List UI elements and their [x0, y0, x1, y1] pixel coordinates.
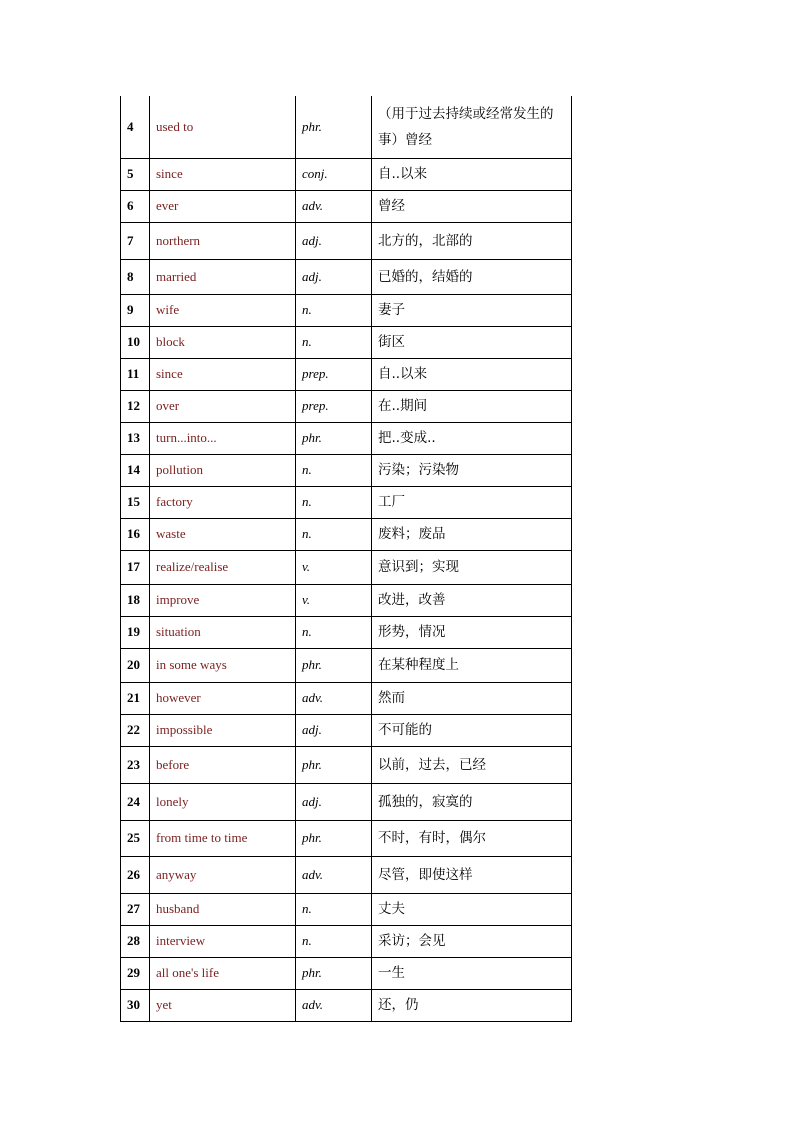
entry-number: 17 [121, 550, 150, 584]
entry-word: impossible [150, 714, 296, 746]
entry-number: 12 [121, 390, 150, 422]
entry-meaning: 孤独的，寂寞的 [372, 783, 572, 820]
vocabulary-table [120, 96, 572, 1022]
entry-meaning: 在..期间 [372, 390, 572, 422]
entry-meaning: 一生 [372, 957, 572, 989]
table-row [121, 856, 572, 893]
entry-number: 6 [121, 190, 150, 222]
entry-part-of-speech: phr. [296, 422, 372, 454]
table-row [121, 190, 572, 222]
entry-number: 26 [121, 856, 150, 893]
table-row [121, 294, 572, 326]
entry-number: 23 [121, 746, 150, 783]
entry-part-of-speech: phr. [296, 648, 372, 682]
entry-meaning: 不可能的 [372, 714, 572, 746]
entry-word: in some ways [150, 648, 296, 682]
entry-word: realize/realise [150, 550, 296, 584]
entry-number: 11 [121, 358, 150, 390]
entry-part-of-speech: n. [296, 518, 372, 550]
entry-meaning: 把..变成.. [372, 422, 572, 454]
entry-meaning: 自..以来 [372, 158, 572, 190]
table-row [121, 550, 572, 584]
entry-part-of-speech: n. [296, 486, 372, 518]
entry-part-of-speech: adv. [296, 190, 372, 222]
entry-part-of-speech: n. [296, 454, 372, 486]
entry-meaning: （用于过去持续或经常发生的事）曾经 [372, 96, 572, 158]
entry-number: 7 [121, 222, 150, 259]
entry-part-of-speech: prep. [296, 358, 372, 390]
table-row [121, 222, 572, 259]
entry-number: 14 [121, 454, 150, 486]
entry-part-of-speech: n. [296, 925, 372, 957]
entry-word: lonely [150, 783, 296, 820]
table-row [121, 746, 572, 783]
entry-meaning: 尽管，即使这样 [372, 856, 572, 893]
entry-meaning: 采访；会见 [372, 925, 572, 957]
entry-part-of-speech: adj. [296, 222, 372, 259]
entry-number: 28 [121, 925, 150, 957]
entry-word: wife [150, 294, 296, 326]
entry-number: 8 [121, 259, 150, 294]
table-row [121, 422, 572, 454]
entry-part-of-speech: v. [296, 584, 372, 616]
table-row [121, 158, 572, 190]
entry-word: since [150, 358, 296, 390]
entry-word: block [150, 326, 296, 358]
table-row [121, 454, 572, 486]
entry-word: all one's life [150, 957, 296, 989]
entry-part-of-speech: adj. [296, 714, 372, 746]
entry-meaning: 改进，改善 [372, 584, 572, 616]
entry-word: over [150, 390, 296, 422]
entry-word: before [150, 746, 296, 783]
entry-number: 20 [121, 648, 150, 682]
entry-number: 19 [121, 616, 150, 648]
entry-number: 15 [121, 486, 150, 518]
table-row [121, 682, 572, 714]
entry-meaning: 在某种程度上 [372, 648, 572, 682]
entry-word: waste [150, 518, 296, 550]
entry-word: anyway [150, 856, 296, 893]
entry-part-of-speech: phr. [296, 820, 372, 856]
entry-meaning: 曾经 [372, 190, 572, 222]
entry-number: 25 [121, 820, 150, 856]
entry-number: 27 [121, 893, 150, 925]
entry-part-of-speech: n. [296, 326, 372, 358]
entry-word: northern [150, 222, 296, 259]
entry-meaning: 工厂 [372, 486, 572, 518]
entry-word: improve [150, 584, 296, 616]
entry-part-of-speech: adv. [296, 989, 372, 1021]
entry-part-of-speech: adj. [296, 259, 372, 294]
entry-part-of-speech: adj. [296, 783, 372, 820]
table-row [121, 989, 572, 1021]
entry-part-of-speech: n. [296, 294, 372, 326]
entry-word: factory [150, 486, 296, 518]
entry-number: 29 [121, 957, 150, 989]
entry-word: married [150, 259, 296, 294]
entry-number: 24 [121, 783, 150, 820]
entry-meaning: 自..以来 [372, 358, 572, 390]
entry-part-of-speech: phr. [296, 957, 372, 989]
entry-number: 18 [121, 584, 150, 616]
entry-part-of-speech: adv. [296, 856, 372, 893]
entry-word: ever [150, 190, 296, 222]
table-row [121, 616, 572, 648]
entry-part-of-speech: phr. [296, 746, 372, 783]
table-row [121, 820, 572, 856]
table-row [121, 390, 572, 422]
table-row [121, 925, 572, 957]
entry-number: 10 [121, 326, 150, 358]
entry-word: pollution [150, 454, 296, 486]
table-row [121, 714, 572, 746]
entry-meaning: 丈夫 [372, 893, 572, 925]
table-row [121, 326, 572, 358]
table-row [121, 518, 572, 550]
entry-part-of-speech: n. [296, 893, 372, 925]
table-row [121, 486, 572, 518]
entry-word: from time to time [150, 820, 296, 856]
table-row [121, 648, 572, 682]
entry-meaning: 北方的，北部的 [372, 222, 572, 259]
entry-number: 5 [121, 158, 150, 190]
entry-meaning: 不时，有时，偶尔 [372, 820, 572, 856]
entry-part-of-speech: adv. [296, 682, 372, 714]
entry-word: since [150, 158, 296, 190]
table-row [121, 957, 572, 989]
entry-meaning: 已婚的，结婚的 [372, 259, 572, 294]
table-row [121, 259, 572, 294]
entry-meaning: 污染；污染物 [372, 454, 572, 486]
entry-number: 16 [121, 518, 150, 550]
table-row [121, 783, 572, 820]
entry-meaning: 然而 [372, 682, 572, 714]
entry-number: 22 [121, 714, 150, 746]
entry-part-of-speech: n. [296, 616, 372, 648]
table-row [121, 358, 572, 390]
vocabulary-table-body [121, 96, 572, 1021]
entry-part-of-speech: v. [296, 550, 372, 584]
entry-meaning: 以前，过去，已经 [372, 746, 572, 783]
entry-number: 13 [121, 422, 150, 454]
table-row [121, 96, 572, 158]
entry-meaning: 意识到；实现 [372, 550, 572, 584]
entry-part-of-speech: phr. [296, 96, 372, 158]
entry-number: 21 [121, 682, 150, 714]
entry-meaning: 妻子 [372, 294, 572, 326]
entry-number: 4 [121, 96, 150, 158]
table-row [121, 893, 572, 925]
entry-word: interview [150, 925, 296, 957]
entry-number: 30 [121, 989, 150, 1021]
entry-word: turn...into... [150, 422, 296, 454]
entry-meaning: 街区 [372, 326, 572, 358]
entry-word: situation [150, 616, 296, 648]
entry-word: however [150, 682, 296, 714]
entry-number: 9 [121, 294, 150, 326]
entry-word: husband [150, 893, 296, 925]
entry-part-of-speech: conj. [296, 158, 372, 190]
entry-meaning: 形势，情况 [372, 616, 572, 648]
entry-word: yet [150, 989, 296, 1021]
entry-meaning: 还，仍 [372, 989, 572, 1021]
entry-word: used to [150, 96, 296, 158]
entry-part-of-speech: prep. [296, 390, 372, 422]
table-row [121, 584, 572, 616]
entry-meaning: 废料；废品 [372, 518, 572, 550]
